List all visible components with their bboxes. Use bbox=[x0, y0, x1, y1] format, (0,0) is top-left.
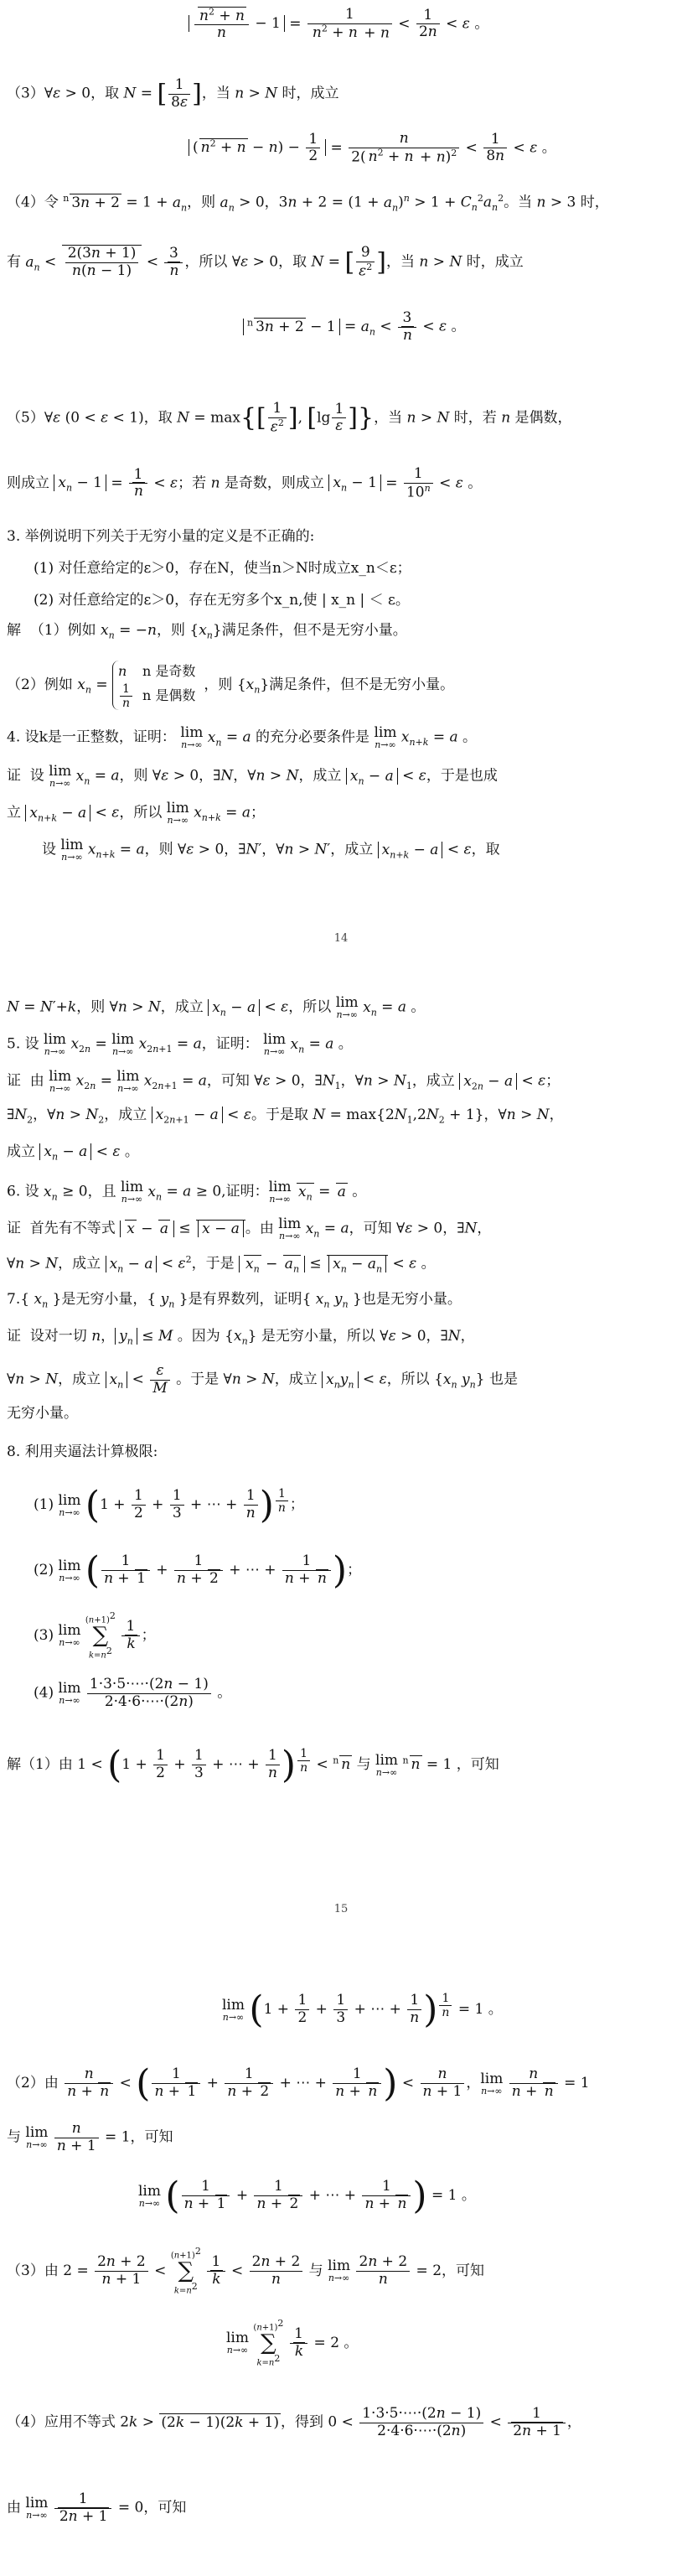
page-number: 14 bbox=[333, 932, 349, 945]
formula-line: 设 lim n→∞ $x_{n+k} = a$，则 ∀ε > 0，∃N′，∀n > N′，成立 $x_{n+k} - a < \varepsilon$，取 bbox=[42, 837, 500, 863]
problem-3-item-2: (2) 对任意给定的ε＞0，存在无穷多个x_n,使 | x_n | ＜ ε。 bbox=[34, 592, 410, 609]
problem-5-title: 5. 设 lim n→∞ $x_{2n}$ = lim n→∞ $x_{2n+1} = a$，证明： lim n→∞ $x_n = a$ 。 bbox=[7, 1031, 353, 1057]
formula-line: （5）∀ε (0 < ε < 1)，取 N = max{[ $\frac{1}{\varepsilon^2}$ ], [lg $\frac{1}{\varepsilon}$ ]}，当 n > N 时，若 n 是偶数， bbox=[7, 400, 572, 436]
formula-line: 证 设 lim n→∞ $x_n = a$，则 ∀ε > 0，∃N，∀n > N，成立 $x_n - a < \varepsilon$，于是也成 bbox=[7, 763, 498, 789]
formula-line: （2）例如 $x_n$ = n n 是奇数 $\frac{1}{n}$ n 是偶数 ，则 $\{x_n\}$满足条件，但不是无穷小量。 bbox=[0, 661, 682, 710]
formula-line: $\frac{n^2 + n}{n}$ − 1 = $\frac{1}{n^2 + n + n}$ < $\frac{1}{2n}$ < ε 。 bbox=[0, 7, 682, 42]
problem-7-title: 7.{ $x_n$ }是无穷小量，{ $y_n$ }是有界数列，证明{ $x_n$ $y_n$ }也是无穷小量。 bbox=[7, 1291, 462, 1310]
formula-line: N = N′+k，则 ∀n > N，成立 $x_n - a < \varepsilon$，所以 lim n→∞ $x_n = a$ 。 bbox=[7, 994, 426, 1020]
formula-line: 解（1）由 1 < (1 + $\frac{1}{2}$ + $\frac{1}{3}$ + ⋯ + $\frac{1}{n}$ ) $^{\frac{1}{n}}$ < $^n$ n 与 lim n→∞ $^n$ n = 1 ，可知 bbox=[7, 1744, 499, 1786]
formula-line: 则成立 $x_n - 1$ = $\frac{1}{n}$ < ε；若 n 是奇数，则成立 $x_n - 1$ = $\frac{1}{10^n}$ < ε 。 bbox=[7, 465, 483, 501]
problem-4-title: 4. 设k是一正整数，证明： lim n→∞ $x_n = a$ 的充分必要条件是 lim n→∞ $x_{n+k} = a$ 。 bbox=[7, 724, 478, 750]
formula-line: 无穷小量。 bbox=[7, 1405, 78, 1422]
formula-line: （3）∀ε > 0，取 N = [ $\frac{1}{8\varepsilon}$ ]，当 n > N 时，成立 bbox=[7, 76, 339, 111]
formula-line: （4）令 $^n$ $3n + 2 = 1 + a_n$，则 $a_n > 0$，$3n + 2 = (1 + a_n)^n > 1 + C_n^2a_n^2$。当 n > 3 时， bbox=[7, 193, 609, 214]
formula-line: （4）应用不等式 2k > (2k − 1)(2k + 1) ，得到 0 < $\frac{1\cdot 3\cdot 5\cdot\cdots\cdot(2n - 1)}{2\cdot 4\cdot 6\cdot\cdots\cdot(2n)}$ < $\frac{1}{2n + 1}$ ， bbox=[7, 2405, 581, 2439]
formula-line: 证 首先有不等式 x − a ≤ x − a 。由 lim n→∞ $x_n = a$，可知 ∀ε > 0，∃N， bbox=[7, 1215, 492, 1241]
formula-line: 解 （1）例如 $x_n = -n$，则 $\{x_n\}$满足条件，但不是无穷小量。 bbox=[7, 622, 407, 641]
formula-line: 有 $a_n$ < $\frac{2(3n + 1)}{n(n - 1)}$ < $\frac{3}{n}$ ，所以 ∀ε > 0，取 N = [ $\frac{9}{\varepsilon^2}$ ]，当 n > N 时，成立 bbox=[7, 244, 524, 280]
formula-line: 立 $x_{n+k} - a < \varepsilon$，所以 lim n→∞ $x_{n+k} = a$； bbox=[7, 800, 265, 826]
problem-8-item-4: (4) lim n→∞ $\frac{1\cdot 3\cdot 5\cdot\cdots\cdot(2n - 1)}{2\cdot 4\cdot 6\cdot\cdots\cdot(2n)}$ 。 bbox=[34, 1676, 232, 1710]
formula-line: $\exists N_2$，∀n > $N_2$，成立 $x_{2n+1} - a < \varepsilon$。于是取 $N = \max\{2N_1,2N_2 + 1\}$，∀n > N， bbox=[7, 1107, 564, 1126]
formula-line: $^n$ $3n + 2 - 1 = a_n$ < $\frac{3}{n}$ < ε 。 bbox=[0, 310, 682, 344]
problem-8-item-1: (1) lim n→∞ (1 + $\frac{1}{2}$ + $\frac{1}{3}$ + ⋯ + $\frac{1}{n}$ ) $^{\frac{1}{n}}$ ； bbox=[34, 1484, 304, 1526]
formula-line: ( $n^2 + n - n$) − $\frac{1}{2}$ = $\frac{n}{2( n^2 + n + n)^2}$ < $\frac{1}{8n}$ < ε 。 bbox=[0, 131, 682, 166]
problem-8-title: 8. 利用夹逼法计算极限: bbox=[7, 1443, 158, 1460]
problem-8-item-2: (2) lim n→∞ ( $\frac{1}{n + 1}$ + $\frac{1}{n + 2}$ + ⋯ + $\frac{1}{n + n}$ )； bbox=[34, 1549, 362, 1592]
formula-line: （2）由 $\frac{n}{n + n}$ < ( $\frac{1}{n + 1}$ + $\frac{1}{n + 2}$ + ⋯ + $\frac{1}{n + n}$ ) < $\frac{n}{n + 1}$ ， lim n→∞ $\frac{n}{n + n}$ = 1 bbox=[7, 2062, 590, 2105]
formula-line: lim n→∞ ( $\frac{1}{n + 1}$ + $\frac{1}{n + 2}$ + ⋯ + $\frac{1}{n + n}$ ) = 1 。 bbox=[138, 2174, 476, 2217]
formula-line: 成立 $x_n - a < \varepsilon$ 。 bbox=[7, 1143, 139, 1163]
formula-line: （3）由 2 = $\frac{2n + 2}{n + 1}$ < $(n+1)^2$ ∑ $k=n^2$ $\frac{1}{k}$ < $\frac{2n + 2}{n}$ 与 lim n→∞ $\frac{2n + 2}{n}$ = 2，可知 bbox=[7, 2246, 485, 2296]
formula-line: lim n→∞ $(n+1)^2$ ∑ $k=n^2$ $\frac{1}{k}$ = 2 。 bbox=[226, 2318, 359, 2368]
problem-6-title: 6. 设 $x_n \ge 0$，且 lim n→∞ $x_n = a \ge 0$,证明： lim n→∞ $x_n = a$ 。 bbox=[7, 1179, 367, 1205]
formula-line: lim n→∞ (1 + $\frac{1}{2}$ + $\frac{1}{3}$ + ⋯ + $\frac{1}{n}$ ) $^{\frac{1}{n}}$ = 1 。 bbox=[222, 1988, 503, 2031]
formula-line: 与 lim n→∞ $\frac{n}{n + 1}$ = 1，可知 bbox=[7, 2120, 173, 2154]
problem-3-title: 3. 举例说明下列关于无穷小量的定义是不正确的: bbox=[7, 528, 315, 545]
page-number: 15 bbox=[333, 1903, 349, 1915]
formula-line: 证 设对一切 n， $y_n \le M$ 。因为 $\{x_n\}$ 是无穷小量，所以 ∀ε > 0，∃N， bbox=[7, 1328, 475, 1347]
formula-line: ∀n > N，成立 $x_n$ < $\frac{\varepsilon}{M}$ 。于是 ∀n > N，成立 $x_ny_n < \varepsilon$，所以 {$x_n$ $y_n$} 也是 bbox=[7, 1362, 518, 1397]
formula-line: 证 由 lim n→∞ $x_{2n}$ = lim n→∞ $x_{2n+1} = a$，可知 ∀ε > 0，$\exists N_1$，∀n > $N_1$，成立 $x_{2n} - a < \varepsilon$； bbox=[7, 1068, 561, 1094]
problem-8-item-3: (3) lim n→∞ $(n+1)^2$ ∑ $k=n^2$ $\frac{1}{k}$ ； bbox=[34, 1610, 156, 1661]
formula-line: 由 lim n→∞ $\frac{1}{2n + 1}$ = 0，可知 bbox=[7, 2490, 187, 2525]
formula-line: ∀n > N，成立 $x_n - a < \varepsilon^2$，于是 $x_n - a_n \le x_n - a_n < \varepsilon$ 。 bbox=[7, 1254, 436, 1275]
problem-3-item-1: (1) 对任意给定的ε＞0，存在N，使当n＞N时成立x_n＜ε； bbox=[34, 560, 411, 577]
